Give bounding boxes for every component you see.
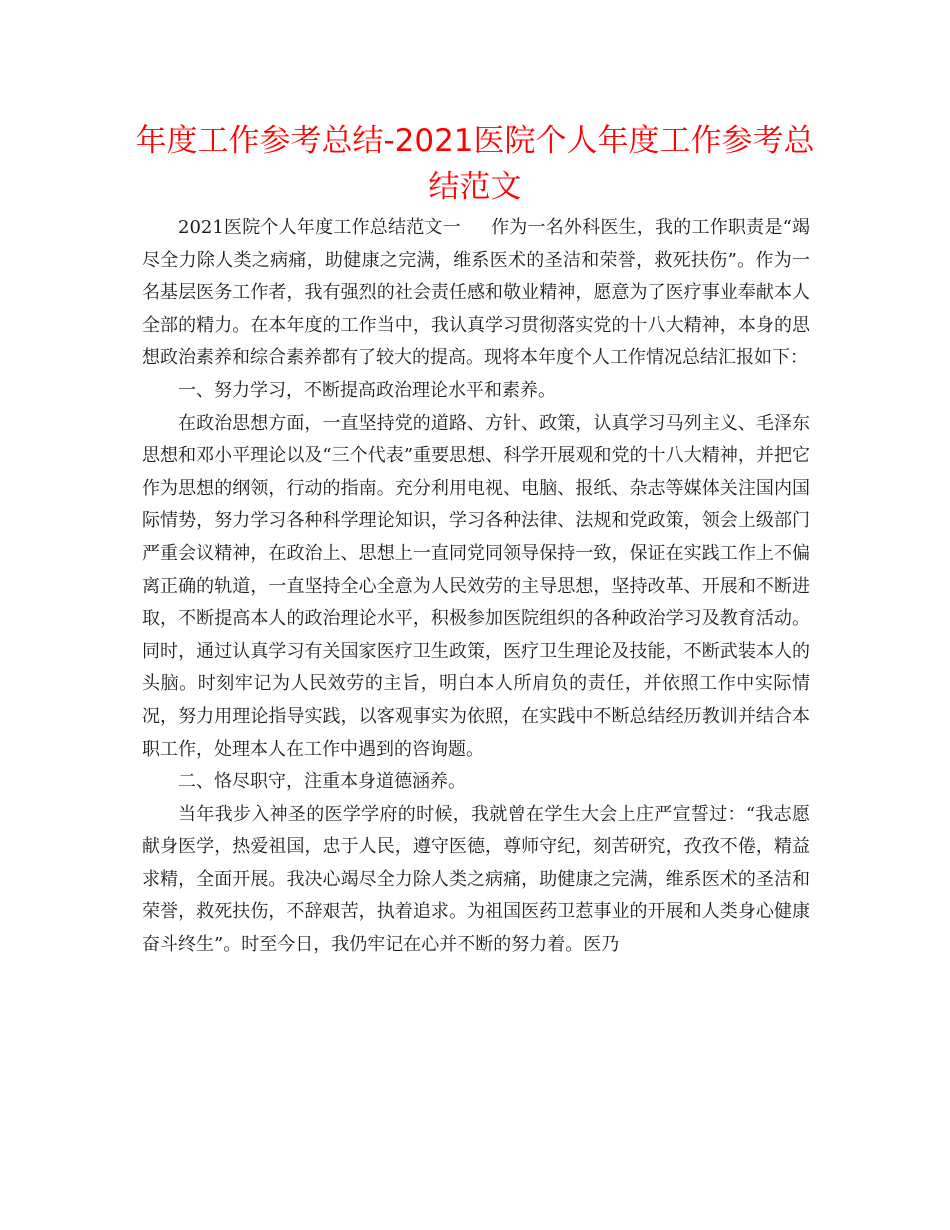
document-title: 年度工作参考总结-2021医院个人年度工作参考总结范文 bbox=[135, 123, 815, 205]
intro-paragraph bbox=[142, 212, 810, 375]
section-heading-2: 二、恪尽职守，注重本身道德涵养。 bbox=[178, 771, 466, 793]
section-heading-1: 一、努力学习，不断提高政治理论水平和素养。 bbox=[178, 379, 556, 401]
paragraph-2: 在政治思想方面，一直坚持党的道路、方针、政策，认真学习马列主义、毛泽东思想和邓小平理论以及“三个代表”重要思想、科学开展观和党的十八大精神，并把它作为思想的纲领，行动的指南。充分利用电视、电脑、报纸、杂志等媒体关注国内国际情势，努力学习各种科学理论知识，学习各种法律、法规和党政策，领会上级部门严重会议精神，在政治上、思想上一直同党同领导保持一致，保证在实践工作上不偏离正确的轨道，一直坚持全心全意为人民效劳的主导思想，坚持改革、开展和不断进取，不断提高本人的政治理论水平，积极参加医院组织的各种政治学习及教育活动。同时，通过认真学习有关国家医疗卫生政策，医疗卫生理论及技能，不断武装本人的头脑。时刻牢记为人民效劳的主旨，明白本人所肩负的责任，并依照工作中实际情况，努力用理论指导实践，以客观事实为依照，在实践中不断总结经历教训并结合本职工作，处理本人在工作中遇到的咨询题。 bbox=[142, 412, 810, 760]
document-body bbox=[142, 212, 810, 962]
paragraph-1-text: 作为一名外科医生，我的工作职责是“竭尽全力除人类之病痛，助健康之完满，维系医术的圣洁和荣誉，救死扶伤”。作为一名基层医务工作者，我有强烈的社会责任感和敬业精神，愿意为了医疗事业奉献本人全部的精力。在本年度的工作当中，我认真学习贯彻落实党的十八大精神，本身的思想政治素养和综合素养都有了较大的提高。现将本年度个人工作情况总结汇报如下： bbox=[142, 217, 811, 369]
paragraph-3: 当年我步入神圣的医学学府的时候，我就曾在学生大会上庄严宣誓过：“我志愿献身医学，热爱祖国，忠于人民，遵守医德，尊师守纪，刻苦研究，孜孜不倦，精益求精，全面开展。我决心竭尽全力除人类之病痛，助健康之完满，维系医术的圣洁和荣誉，救死扶伤，不辞艰苦，执着追求。为祖国医药卫惹事业的开展和人类身心健康奋斗终生”。时至今日，我仍牢记在心并不断的努力着。医乃 bbox=[142, 803, 810, 956]
intro-heading: 2021医院个人年度工作总结范文一 bbox=[178, 217, 461, 238]
